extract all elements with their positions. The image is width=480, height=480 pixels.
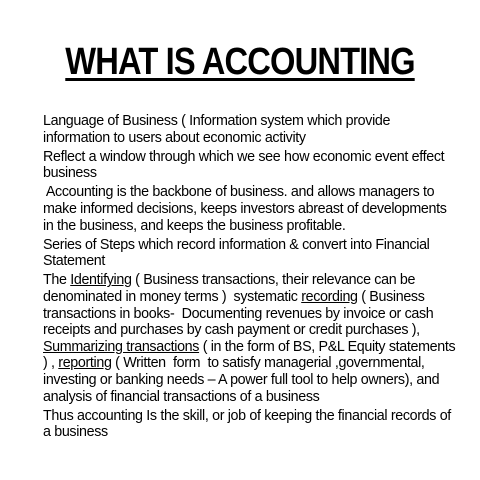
text-line: Series of Steps which record information & convert into Financial (43, 236, 430, 253)
paragraph-language-of-business (43, 113, 473, 146)
text-line: Accounting is the backbone of business. and allows managers to (43, 184, 435, 201)
text-line: a business (43, 424, 108, 441)
term-summarizing-transactions: Summarizing transactions (43, 338, 200, 355)
paragraph-backbone-of-business (43, 184, 473, 234)
text-line (43, 272, 473, 289)
term-identifying: Identifying (70, 272, 132, 289)
text-segment: ( Written form to satisfy managerial ,governmental, (111, 355, 425, 372)
text-line: Statement (43, 253, 106, 270)
text-line: information to users about economic activity (43, 129, 306, 146)
text-line: Thus accounting Is the skill, or job of keeping the financial records of (43, 407, 451, 424)
term-reporting: reporting (58, 355, 112, 372)
text-line (43, 355, 473, 372)
text-line: business (43, 165, 97, 182)
text-line: analysis of financial transactions of a business (43, 388, 320, 405)
text-segment: The (43, 272, 71, 289)
text-segment: ( in the form of BS, P&L Equity statements (199, 338, 456, 355)
paragraph-reflect-window (43, 149, 473, 182)
text-segment: ( Business (357, 288, 425, 305)
paragraph-conclusion (43, 408, 473, 441)
text-line: investing or banking needs – A power full tool to help owners), and (43, 371, 440, 388)
text-segment: ( Business transactions, their relevance can be (131, 272, 416, 289)
text-line: receipts and purchases by cash payment or credit purchases ), (43, 322, 420, 339)
paragraph-series-of-steps (43, 237, 473, 270)
slide-body (43, 113, 473, 443)
text-segment: denominated in money terms ) systematic (43, 288, 302, 305)
text-line: in the business, and keeps the business profitable. (43, 217, 346, 234)
text-line: Language of Business ( Information system which provide (43, 113, 391, 129)
page-title: WHAT IS ACCOUNTING (65, 41, 415, 83)
text-line (43, 289, 473, 306)
term-recording: recording (301, 288, 358, 305)
text-segment: ) , (43, 355, 59, 372)
text-line (43, 339, 473, 356)
text-line: make informed decisions, keeps investors abreast of developments (43, 200, 447, 217)
text-line: transactions in books- Documenting revenues by invoice or cash (43, 305, 434, 322)
text-line: Reflect a window through which we see how economic event effect (43, 148, 445, 165)
paragraph-accounting-process (43, 272, 473, 405)
